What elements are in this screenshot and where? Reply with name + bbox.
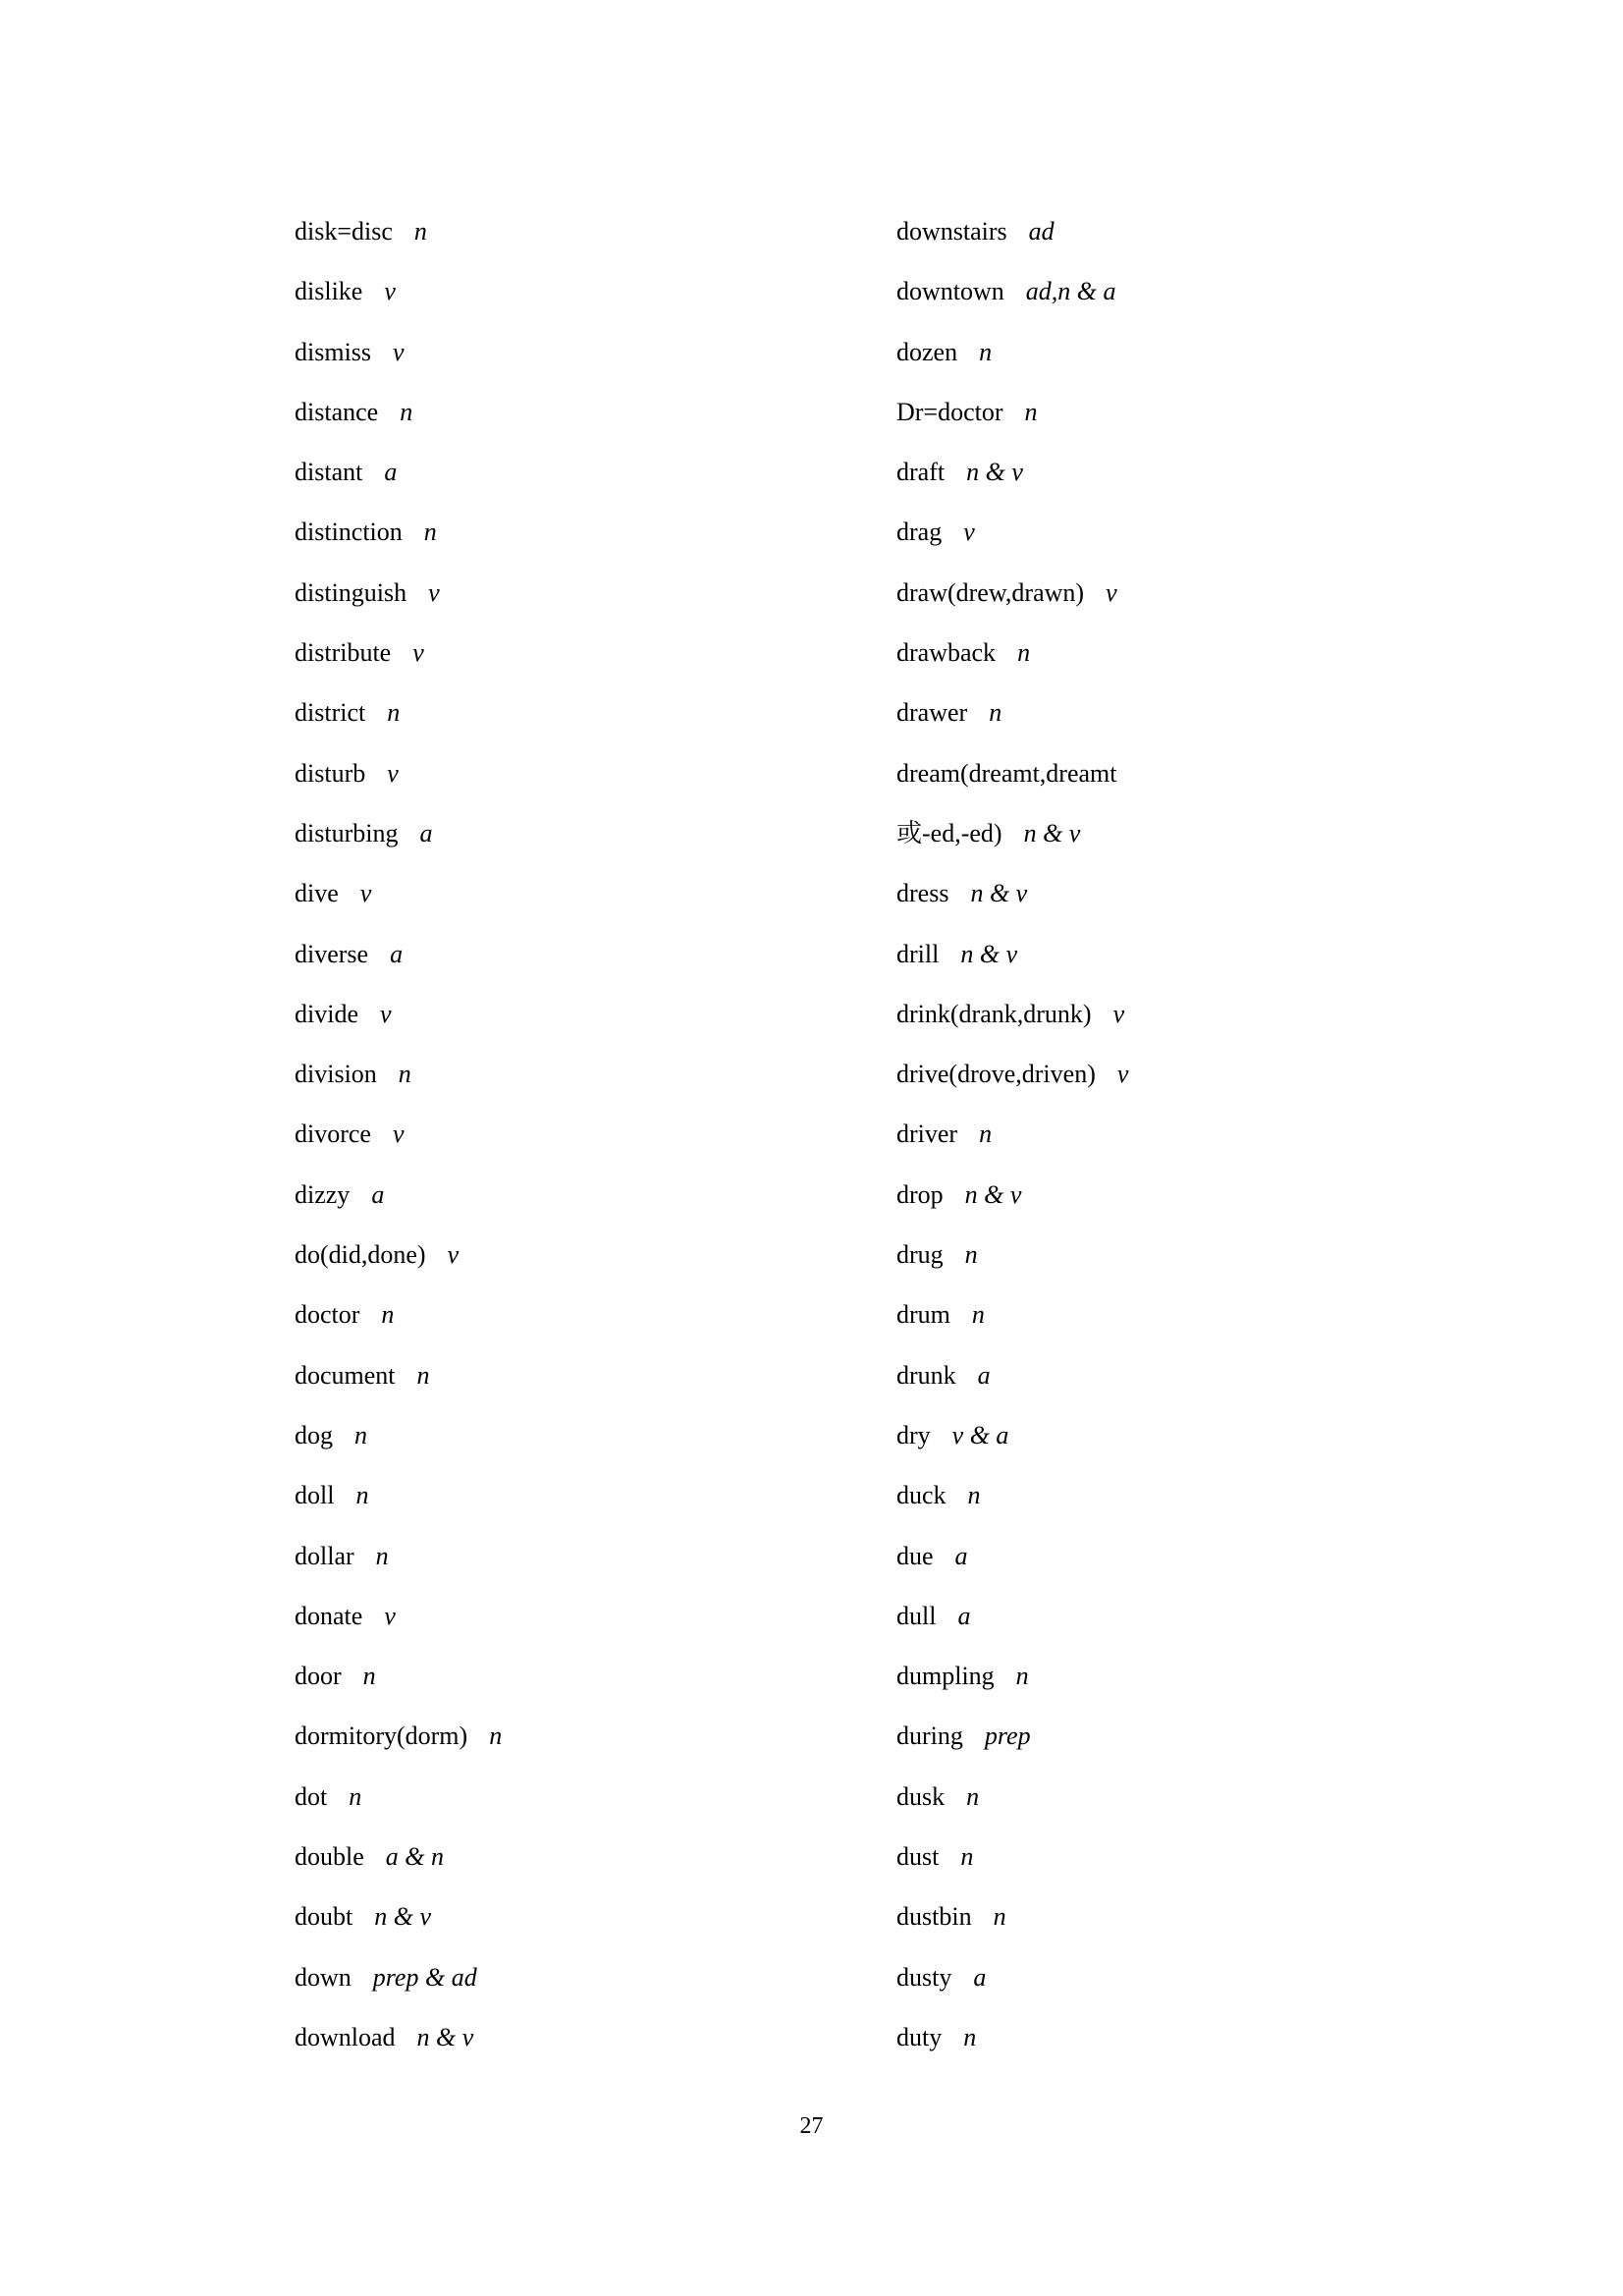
- vocabulary-entry: [295, 623, 805, 683]
- entry-word: dollar: [295, 1541, 354, 1570]
- vocabulary-entry: [295, 1165, 805, 1225]
- vocabulary-entry: [896, 803, 1407, 863]
- vocabulary-entry: [295, 1345, 805, 1405]
- vocabulary-entry: [896, 261, 1407, 321]
- vocabulary-entry: [295, 382, 805, 442]
- entry-part-of-speech: v: [384, 277, 396, 306]
- entry-part-of-speech: v: [447, 1240, 460, 1270]
- entry-word: dog: [295, 1420, 333, 1449]
- entry-word: dusk: [896, 1781, 946, 1811]
- vocabulary-entry: [896, 1646, 1407, 1706]
- entry-part-of-speech: n & v: [964, 1179, 1022, 1209]
- vocabulary-entry: [896, 1104, 1407, 1164]
- entry-word: drum: [896, 1300, 950, 1330]
- entry-word: download: [295, 2022, 396, 2051]
- entry-part-of-speech: n & v: [416, 2022, 474, 2051]
- entry-word: district: [295, 698, 366, 728]
- entry-part-of-speech: n: [362, 1662, 376, 1691]
- vocabulary-entry: [295, 924, 805, 984]
- entry-word: document: [295, 1360, 396, 1390]
- entry-part-of-speech: a: [957, 1601, 971, 1630]
- entry-word: distance: [295, 397, 379, 426]
- vocabulary-entry: [896, 1465, 1407, 1525]
- vocabulary-entry: [295, 1706, 805, 1766]
- entry-part-of-speech: a: [419, 818, 433, 847]
- entry-part-of-speech: n & v: [970, 879, 1028, 908]
- vocabulary-entry: [295, 1827, 805, 1886]
- entry-word: drug: [896, 1240, 944, 1270]
- vocabulary-entry: [295, 1285, 805, 1344]
- entry-word: drill: [896, 939, 940, 968]
- entry-word: dormitory(dorm): [295, 1722, 468, 1751]
- entry-word: drink(drank,drunk): [896, 999, 1092, 1028]
- vocabulary-entry: [295, 1767, 805, 1827]
- vocabulary-entry: [295, 1886, 805, 1946]
- entry-part-of-speech: v: [392, 1120, 405, 1149]
- entry-part-of-speech: n: [971, 1300, 985, 1330]
- entry-part-of-speech: a: [954, 1541, 968, 1570]
- entry-word: dustbin: [896, 1902, 972, 1932]
- vocabulary-entry: [295, 322, 805, 382]
- entry-part-of-speech: n & v: [966, 458, 1023, 487]
- entry-word: divide: [295, 999, 358, 1028]
- entry-word: distant: [295, 458, 363, 487]
- entry-part-of-speech: n: [1015, 1662, 1029, 1691]
- entry-word: donate: [295, 1601, 363, 1630]
- entry-part-of-speech: n & v: [374, 1902, 431, 1932]
- entry-part-of-speech: n: [398, 1060, 411, 1089]
- entry-part-of-speech: n: [355, 1481, 369, 1510]
- entry-word: double: [295, 1842, 364, 1872]
- entry-part-of-speech: a: [973, 1962, 987, 1992]
- vocabulary-entry: [896, 1044, 1407, 1104]
- vocabulary-entry: [896, 1586, 1407, 1646]
- vocabulary-entry: [896, 1947, 1407, 2007]
- entry-part-of-speech: n: [400, 397, 413, 426]
- entry-word: drawback: [896, 638, 997, 668]
- vocabulary-entry: [295, 743, 805, 803]
- entry-word: doctor: [295, 1300, 360, 1330]
- entry-word: drawer: [896, 698, 968, 728]
- vocabulary-entry: [896, 1165, 1407, 1225]
- entry-part-of-speech: n: [423, 518, 437, 547]
- entry-word: distribute: [295, 638, 392, 668]
- entry-word: dismiss: [295, 337, 372, 366]
- entry-part-of-speech: a: [384, 458, 398, 487]
- vocabulary-entry: [295, 442, 805, 502]
- entry-part-of-speech: prep: [984, 1722, 1031, 1751]
- entry-part-of-speech: a & n: [385, 1842, 444, 1872]
- entry-part-of-speech: n: [979, 337, 993, 366]
- vocabulary-entry: [896, 924, 1407, 984]
- entry-part-of-speech: n: [960, 1842, 974, 1872]
- vocabulary-entry: [295, 984, 805, 1044]
- entry-part-of-speech: ad,n & a: [1025, 277, 1116, 306]
- entry-word: dot: [295, 1781, 328, 1811]
- entry-part-of-speech: ad: [1028, 217, 1055, 246]
- entry-part-of-speech: a: [390, 939, 404, 968]
- entry-word: duty: [896, 2022, 943, 2051]
- entry-word: down: [295, 1962, 352, 1992]
- vocabulary-entry: [896, 201, 1407, 261]
- entry-word: doll: [295, 1481, 335, 1510]
- entry-word: dive: [295, 879, 339, 908]
- entry-word: downstairs: [896, 217, 1007, 246]
- entry-word: disturb: [295, 758, 366, 788]
- entry-part-of-speech: n: [413, 217, 427, 246]
- entry-part-of-speech: a: [977, 1360, 991, 1390]
- vocabulary-entry: [896, 1405, 1407, 1465]
- vocabulary-entry: [896, 382, 1407, 442]
- entry-part-of-speech: v: [384, 1601, 396, 1630]
- vocabulary-entry: [295, 803, 805, 863]
- page-number: 27: [799, 2113, 824, 2139]
- entry-part-of-speech: n: [349, 1781, 362, 1811]
- vocabulary-entry: [896, 1886, 1407, 1946]
- vocabulary-entry: [896, 743, 1407, 803]
- vocabulary-entry: [295, 1225, 805, 1285]
- vocabulary-entry: [896, 502, 1407, 562]
- vocabulary-entry: [295, 2007, 805, 2067]
- vocabulary-entry: [896, 863, 1407, 923]
- entry-part-of-speech: n: [963, 2022, 977, 2051]
- entry-word: 或-ed,-ed): [896, 818, 1002, 847]
- entry-word: downtown: [896, 277, 1004, 306]
- vocabulary-entry: [896, 623, 1407, 683]
- entry-part-of-speech: n: [993, 1902, 1006, 1932]
- entry-word: disk=disc: [295, 217, 393, 246]
- vocabulary-entry: [896, 1767, 1407, 1827]
- vocabulary-entry: [896, 984, 1407, 1044]
- entry-word: dizzy: [295, 1179, 351, 1209]
- entry-word: drag: [896, 518, 943, 547]
- entry-part-of-speech: n: [966, 1781, 980, 1811]
- entry-part-of-speech: v: [387, 758, 399, 788]
- entry-word: doubt: [295, 1902, 353, 1932]
- vocabulary-entry: [896, 1225, 1407, 1285]
- entry-word: during: [896, 1722, 963, 1751]
- entry-word: dust: [896, 1842, 940, 1872]
- entry-part-of-speech: v: [1116, 1060, 1129, 1089]
- entry-part-of-speech: v & a: [951, 1420, 1009, 1449]
- entry-word: drive(drove,driven): [896, 1060, 1096, 1089]
- vocabulary-entry: [896, 1526, 1407, 1586]
- entry-word: draw(drew,drawn): [896, 577, 1085, 607]
- entry-word: divorce: [295, 1120, 371, 1149]
- entry-word: duck: [896, 1481, 947, 1510]
- entry-word: driver: [896, 1120, 958, 1149]
- vocabulary-entry: [295, 261, 805, 321]
- entry-part-of-speech: n: [387, 698, 401, 728]
- entry-part-of-speech: v: [963, 518, 975, 547]
- vocabulary-entry: [896, 563, 1407, 623]
- entry-part-of-speech: v: [1112, 999, 1125, 1028]
- entry-part-of-speech: v: [393, 337, 405, 366]
- vocabulary-entry: [295, 863, 805, 923]
- vocabulary-entry: [295, 201, 805, 261]
- entry-part-of-speech: v: [412, 638, 424, 668]
- vocabulary-entry: [295, 1526, 805, 1586]
- entry-word: drunk: [896, 1360, 956, 1390]
- entry-word: due: [896, 1541, 934, 1570]
- entry-part-of-speech: n: [489, 1722, 503, 1751]
- entry-word: drop: [896, 1179, 944, 1209]
- vocabulary-entry: [896, 2007, 1407, 2067]
- entry-part-of-speech: n: [1024, 397, 1038, 426]
- entry-word: division: [295, 1060, 377, 1089]
- entry-part-of-speech: n: [1017, 638, 1031, 668]
- vocabulary-entry: [896, 1285, 1407, 1344]
- entry-part-of-speech: n: [967, 1481, 981, 1510]
- entry-word: dull: [896, 1601, 937, 1630]
- entry-part-of-speech: n: [375, 1541, 389, 1570]
- entry-part-of-speech: n: [989, 698, 1002, 728]
- vocabulary-entry: [295, 563, 805, 623]
- entry-part-of-speech: n: [416, 1360, 430, 1390]
- entry-part-of-speech: n: [979, 1120, 993, 1149]
- vocabulary-entry: [295, 683, 805, 742]
- entry-word: draft: [896, 458, 946, 487]
- vocabulary-entry: [896, 1827, 1407, 1886]
- entry-part-of-speech: n: [964, 1240, 978, 1270]
- vocabulary-column-right: [896, 201, 1407, 2067]
- entry-word: dozen: [896, 337, 958, 366]
- entry-word: dusty: [896, 1962, 952, 1992]
- entry-word: dress: [896, 879, 949, 908]
- vocabulary-entry: [295, 1104, 805, 1164]
- entry-word: disturbing: [295, 818, 399, 847]
- entry-word: distinguish: [295, 577, 407, 607]
- vocabulary-entry: [295, 1947, 805, 2007]
- vocabulary-entry: [295, 1044, 805, 1104]
- vocabulary-entry: [896, 322, 1407, 382]
- vocabulary-entry: [896, 442, 1407, 502]
- entry-word: dream(dreamt,dreamt: [896, 758, 1117, 788]
- entry-word: door: [295, 1662, 342, 1691]
- vocabulary-column-left: [295, 201, 805, 2067]
- entry-part-of-speech: v: [428, 577, 440, 607]
- vocabulary-entry: [295, 1646, 805, 1706]
- entry-word: dumpling: [896, 1662, 995, 1691]
- entry-word: do(did,done): [295, 1240, 426, 1270]
- vocabulary-entry: [295, 1405, 805, 1465]
- vocabulary-entry: [896, 683, 1407, 742]
- entry-part-of-speech: n: [354, 1420, 367, 1449]
- entry-word: dislike: [295, 277, 363, 306]
- entry-word: diverse: [295, 939, 369, 968]
- entry-part-of-speech: v: [359, 879, 372, 908]
- entry-part-of-speech: n & v: [960, 939, 1018, 968]
- entry-part-of-speech: v: [1106, 577, 1117, 607]
- vocabulary-entry: [896, 1345, 1407, 1405]
- entry-word: distinction: [295, 518, 403, 547]
- entry-part-of-speech: n & v: [1023, 818, 1081, 847]
- vocabulary-entry: [295, 502, 805, 562]
- entry-part-of-speech: a: [371, 1179, 385, 1209]
- vocabulary-entry: [295, 1465, 805, 1525]
- entry-part-of-speech: n: [381, 1300, 395, 1330]
- entry-word: Dr=doctor: [896, 397, 1003, 426]
- entry-part-of-speech: v: [380, 999, 392, 1028]
- vocabulary-entry: [295, 1586, 805, 1646]
- entry-part-of-speech: prep & ad: [372, 1962, 477, 1992]
- entry-word: dry: [896, 1420, 931, 1449]
- vocabulary-entry: [896, 1706, 1407, 1766]
